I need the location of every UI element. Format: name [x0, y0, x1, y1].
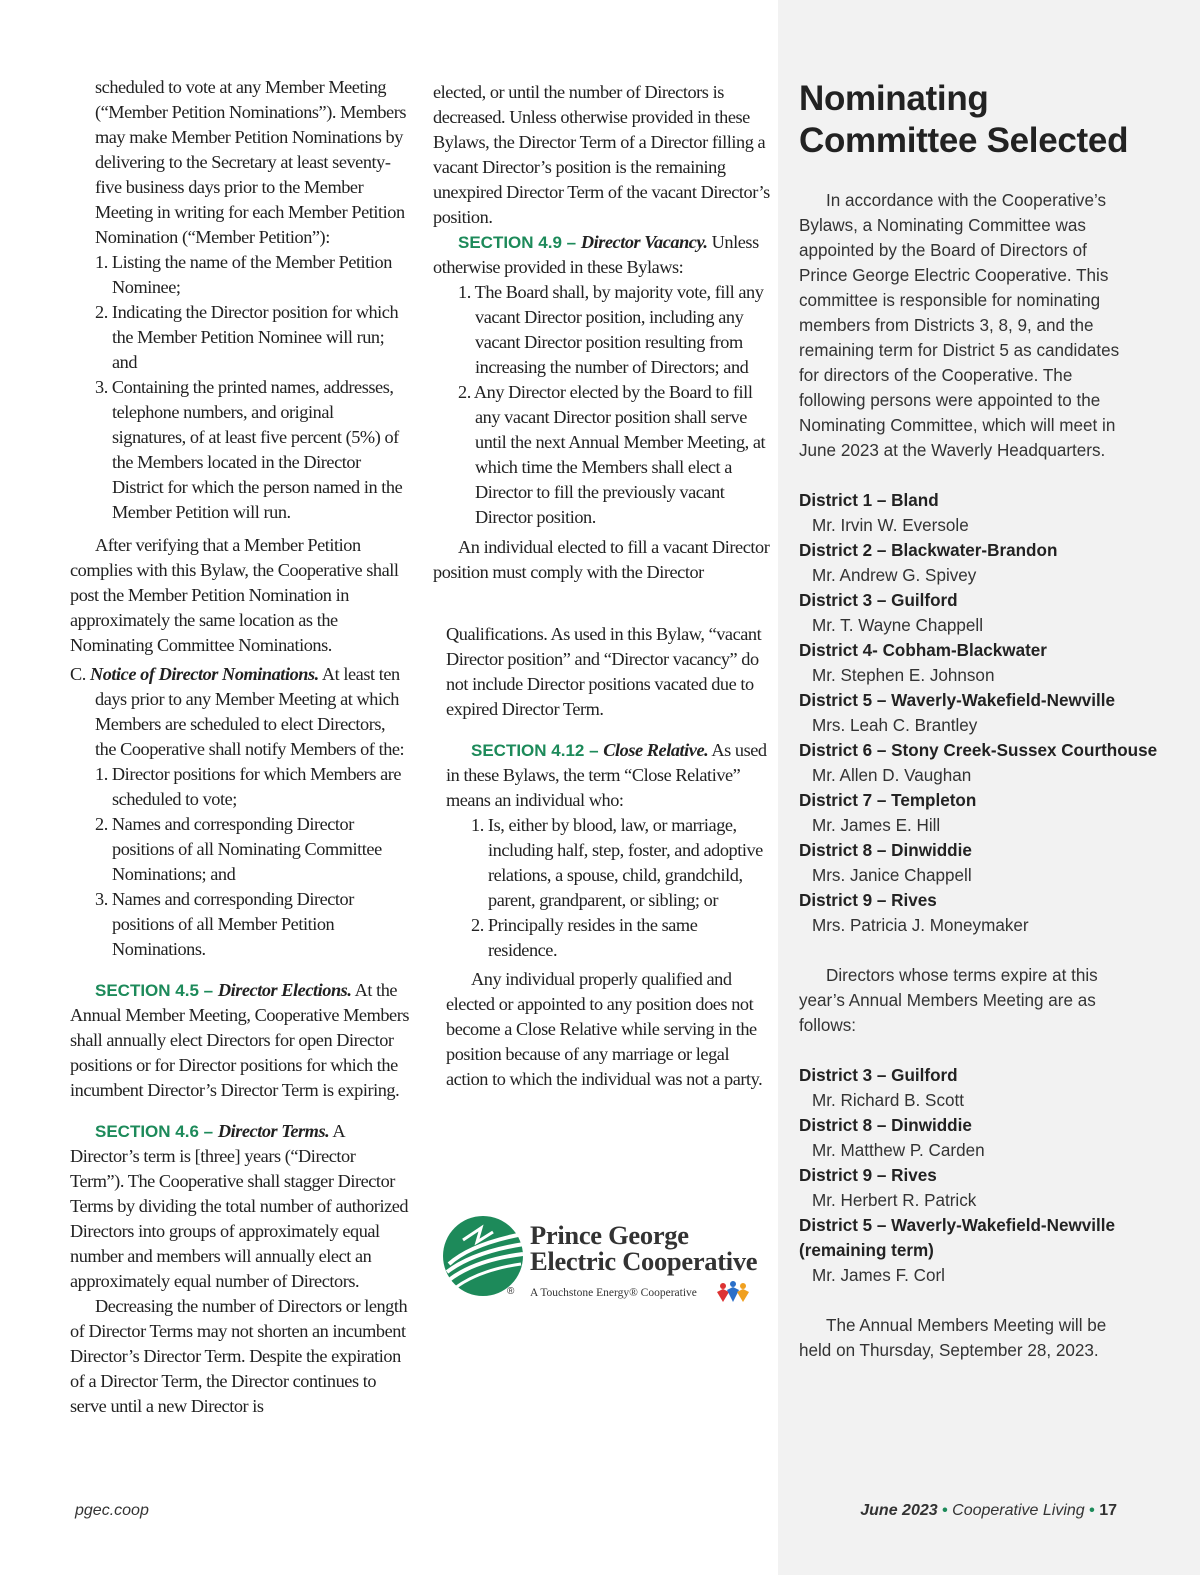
- section-heading: SECTION 4.6 –: [95, 1122, 218, 1141]
- sidebar: [778, 0, 1200, 1575]
- list-item: 3. Names and corresponding Director positions of all Member Petition Nominations.: [95, 889, 354, 959]
- paragraph: An individual elected to fill a vacant Director position must comply with the Director: [433, 537, 770, 582]
- bylaws-column-2-continued: [446, 622, 768, 1092]
- member-name: Mrs. Janice Chappell: [812, 866, 972, 885]
- list-item: 2. Principally resides in the same residence.: [471, 915, 698, 960]
- section-text: At the Annual Member Meeting, Cooperative Members shall annually elect Directors for open Director positions or for Director positions for which the incumbent Director’s Director Term is expiring.: [70, 980, 410, 1100]
- footer-separator: •: [1089, 1502, 1095, 1519]
- list-item: 1. Is, either by blood, law, or marriage, including half, step, foster, and adoptive relations, a spouse, child, grandchild, parent, grandparent, or sibling; or: [471, 815, 763, 910]
- logo-name: [530, 1222, 757, 1274]
- member-name: Mr. Stephen E. Johnson: [812, 666, 995, 685]
- district-heading: District 5 – Waverly-Wakefield-Newville: [799, 691, 1116, 710]
- section-title: Director Vacancy.: [580, 232, 708, 252]
- footer-separator: •: [942, 1502, 948, 1519]
- member-name: Mr. James E. Hill: [812, 816, 941, 835]
- paragraph: scheduled to vote at any Member Meeting (“Member Petition Nominations”). Members may make Member Petition Nominations by delivering to the Secretary at least seventy-five business days prior to the Member Meeting in writing for each Member Petition Nomination (“Member Petition”):: [95, 77, 406, 247]
- paragraph: After verifying that a Member Petition complies with this Bylaw, the Cooperative shall post the Member Petition Nomination in approximately the same location as the Nominating Committee Nominations.: [70, 535, 399, 655]
- district-heading: District 3 – Guilford: [799, 591, 958, 610]
- member-name: Mr. Allen D. Vaughan: [812, 766, 972, 785]
- section-4-5: [70, 978, 410, 1103]
- district-heading: District 9 – Rives: [799, 1166, 937, 1185]
- logo-name-line: Electric Cooperative: [530, 1246, 758, 1276]
- district-heading: District 3 – Guilford: [799, 1066, 958, 1085]
- list-item: 2. Indicating the Director position for which the Member Petition Nominee will run; and: [95, 302, 399, 372]
- section-heading: SECTION 4.12 –: [471, 741, 604, 760]
- list-item: 1. Director positions for which Members are scheduled to vote;: [95, 764, 402, 809]
- section-title: Director Elections.: [217, 980, 352, 1000]
- district-heading: District 2 – Blackwater-Brandon: [799, 541, 1058, 560]
- paragraph: elected, or until the number of Directors is decreased. Unless otherwise provided in these Bylaws, the Director Term of a Director filling a vacant Director’s position is the remaining unexpired Director Term of the vacant Director’s position.: [433, 82, 770, 227]
- committee-list: [799, 488, 1158, 938]
- notice-title: Notice of Director Nominations.: [89, 664, 319, 684]
- closing-note: The Annual Members Meeting will be held on Thursday, September 28, 2023.: [799, 1316, 1107, 1360]
- district-heading: District 8 – Dinwiddie: [799, 841, 972, 860]
- expiring-list: [799, 1063, 1139, 1288]
- logo-tagline: A Touchstone Energy® Cooperative: [530, 1287, 697, 1299]
- district-heading: District 9 – Rives: [799, 891, 937, 910]
- member-name: Mr. Herbert R. Patrick: [812, 1191, 977, 1210]
- member-name: Mr. James F. Corl: [812, 1266, 945, 1285]
- section-text: A Director’s term is [three] years (“Director Term”). The Cooperative shall stagger Director Terms by dividing the total number of authorized Directors into groups of approximately equal number and members will annually elect an approximately equal number of Directors.: [70, 1121, 409, 1291]
- member-name: Mr. Matthew P. Carden: [812, 1141, 985, 1160]
- section-text: Unless otherwise provided in these Bylaws:: [433, 232, 759, 277]
- paragraph: Any individual properly qualified and elected or appointed to any position does not become a Close Relative while serving in the position because of any marriage or legal action to which the individual was not a party.: [446, 969, 763, 1089]
- district-heading: District 7 – Templeton: [799, 791, 977, 810]
- section-4-6: [70, 1119, 410, 1294]
- member-name: Mr. Richard B. Scott: [812, 1091, 964, 1110]
- list-item: 1. The Board shall, by majority vote, fill any vacant Director position, including any vacant Director position resulting from increasing the number of Directors; and: [458, 282, 764, 377]
- touchstone-people-icon: [715, 1280, 751, 1306]
- bylaws-column-1: [70, 75, 410, 1419]
- section-4-9: [433, 230, 773, 280]
- section-4-12: [446, 738, 768, 813]
- page-number: 17: [1099, 1502, 1117, 1519]
- member-name: Mr. Irvin W. Eversole: [812, 516, 969, 535]
- footer-folio: [860, 1502, 1117, 1520]
- footer-issue: June 2023: [860, 1502, 938, 1519]
- list-item: 2. Any Director elected by the Board to fill any vacant Director position shall serve until the next Annual Member Meeting, at which time the Members shall elect a Director to fill the previously vacant Director position.: [458, 382, 766, 527]
- member-name: Mrs. Leah C. Brantley: [812, 716, 978, 735]
- notice-paragraph: [70, 662, 410, 762]
- section-title: Director Terms.: [217, 1121, 330, 1141]
- sidebar-content: [799, 78, 1158, 1363]
- logo-name-line: Prince George: [530, 1220, 689, 1250]
- district-heading: District 8 – Dinwiddie: [799, 1116, 972, 1135]
- district-heading: District 4- Cobham-Blackwater: [799, 641, 1047, 660]
- district-heading: District 1 – Bland: [799, 491, 939, 510]
- section-heading: SECTION 4.9 –: [458, 233, 581, 252]
- member-name: Mr. T. Wayne Chappell: [812, 616, 984, 635]
- section-text: As used in these Bylaws, the term “Close Relative” means an individual who:: [446, 740, 767, 810]
- sidebar-title: Nominating Committee Selected: [799, 79, 1129, 160]
- section-heading: SECTION 4.5 –: [95, 981, 218, 1000]
- pgec-logo: [441, 1214, 761, 1314]
- footer-website: pgec.coop: [75, 1502, 149, 1519]
- section-title: Close Relative.: [603, 740, 709, 760]
- notice-text: At least ten days prior to any Member Meeting at which Members are scheduled to elect Directors, the Cooperative shall notify Members of the:: [95, 664, 405, 759]
- member-name: Mr. Andrew G. Spivey: [812, 566, 977, 585]
- paragraph: Decreasing the number of Directors or length of Director Terms may not shorten an incumbent Director’s Director Term. Despite the expiration of a Director Term, the Director continues to serve until a new Director is: [70, 1296, 408, 1416]
- footer-publication: Cooperative Living: [952, 1502, 1085, 1519]
- expiring-intro: Directors whose terms expire at this year’s Annual Members Meeting are as follows:: [799, 966, 1098, 1035]
- district-heading: District 6 – Stony Creek-Sussex Courthouse: [799, 741, 1158, 760]
- district-heading: District 5 – Waverly-Wakefield-Newville (remaining term): [799, 1216, 1116, 1260]
- bylaws-column-2: [433, 80, 773, 585]
- list-item: 2. Names and corresponding Director positions of all Nominating Committee Nominations; and: [95, 814, 382, 884]
- list-item: 1. Listing the name of the Member Petition Nominee;: [95, 252, 392, 297]
- notice-label: C.: [70, 664, 90, 684]
- sidebar-intro: In accordance with the Cooperative’s Bylaws, a Nominating Committee was appointed by the Board of Directors of Prince George Electric Cooperative. This committee is responsible for nominating members from Districts 3, 8, 9, and the remaining term for District 5 as candidates for directors of the Cooperative. The following persons were appointed to the Nominating Committee, which will meet in June 2023 at the Waverly Headquarters.: [799, 191, 1120, 460]
- paragraph: Qualifications. As used in this Bylaw, “vacant Director position” and “Director vacancy” do not include Director positions vacated due to expired Director Term.: [446, 624, 762, 719]
- list-item: 3. Containing the printed names, addresses, telephone numbers, and original signatures, of at least five percent (5%) of the Members located in the Director District for which the person named in the Member Petition will run.: [95, 377, 403, 522]
- member-name: Mrs. Patricia J. Moneymaker: [812, 916, 1029, 935]
- registered-mark: ®: [507, 1286, 515, 1297]
